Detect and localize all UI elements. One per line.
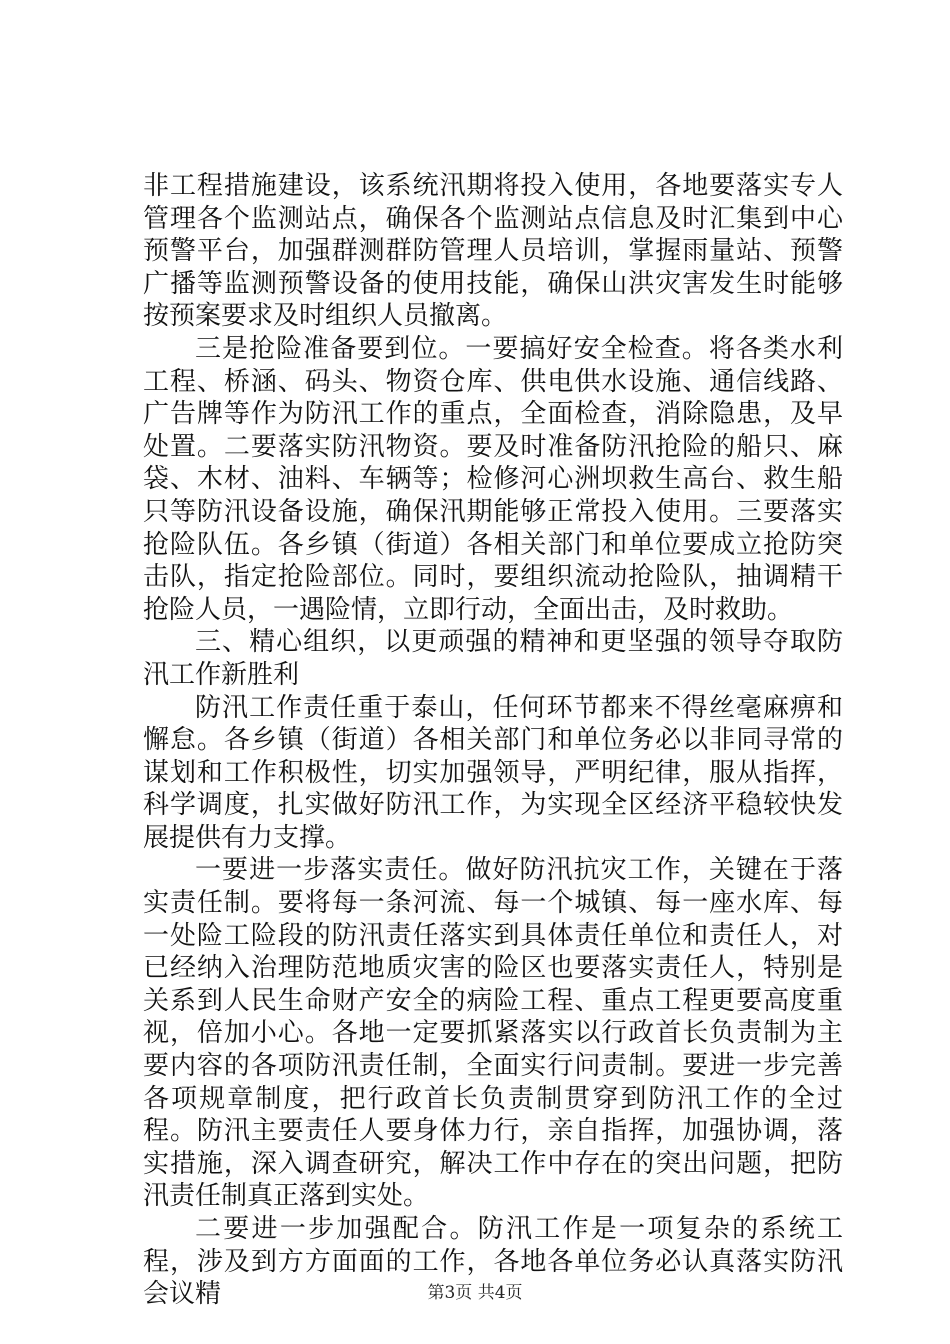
document-body bbox=[143, 170, 843, 1311]
paragraph-2: 三是抢险准备要到位。一要搞好安全检查。将各类水利工程、桥涵、码头、物资仓库、供电供水设施、通信线路、广告牌等作为防汛工作的重点，全面检查，消除隐患，及早处置。二要落实防汛物资。要及时准备防汛抢险的船只、麻袋、木材、油料、车辆等；检修河心洲坝救生高台、救生船只等防汛设备设施，确保汛期能够正常投入使用。三要落实抢险队伍。各乡镇（街道）各相关部门和单位要成立抢防突击队，指定抢险部位。同时，要组织流动抢险队，抽调精干抢险人员，一遇险情，立即行动，全面出击，及时救助。 bbox=[143, 333, 843, 625]
page-number-footer: 第3页 共4页 bbox=[427, 1283, 523, 1303]
paragraph-5: 一要进一步落实责任。做好防汛抗灾工作，关键在于落实责任制。要将每一条河流、每一个城镇、每一座水库、每一处险工险段的防汛责任落实到具体责任单位和责任人，对已经纳入治理防范地质灾害的险区也要落实责任人，特别是关系到人民生命财产安全的病险工程、重点工程更要高度重视，倍加小心。各地一定要抓紧落实以行政首长负责制为主要内容的各项防汛责任制，全面实行问责制。要进一步完善各项规章制度，把行政首长负责制贯穿到防汛工作的全过程。防汛主要责任人要身体力行，亲自指挥，加强协调，落实措施，深入调查研究，解决工作中存在的突出问题，把防汛责任制真正落到实处。 bbox=[143, 855, 843, 1212]
paragraph-6: 二要进一步加强配合。防汛工作是一项复杂的系统工程，涉及到方方面面的工作，各地各单位务必认真落实防汛会议精 bbox=[143, 1214, 843, 1310]
paragraph-1: 非工程措施建设，该系统汛期将投入使用，各地要落实专人管理各个监测站点，确保各个监测站点信息及时汇集到中心预警平台，加强群测群防管理人员培训，掌握雨量站、预警广播等监测预警设备的使用技能，确保山洪灾害发生时能够按预案要求及时组织人员撤离。 bbox=[143, 171, 843, 332]
paragraph-4: 防汛工作责任重于泰山，任何环节都来不得丝毫麻痹和懈怠。各乡镇（街道）各相关部门和单位务必以非同寻常的谋划和工作积极性，切实加强领导，严明纪律，服从指挥，科学调度，扎实做好防汛工作，为实现全区经济平稳较快发展提供有力支撑。 bbox=[143, 692, 843, 853]
section-heading-3: 三、精心组织，以更顽强的精神和更坚强的领导夺取防汛工作新胜利 bbox=[143, 627, 843, 690]
